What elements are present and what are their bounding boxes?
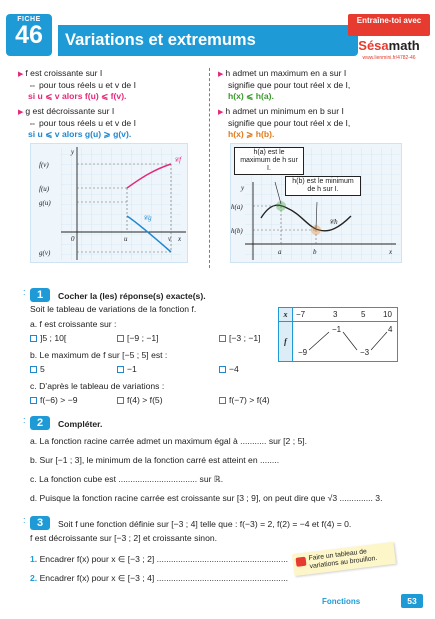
ex2-b[interactable]: b. Sur [−1 ; 3], le minimum de la fonction carré est atteint en ........	[30, 455, 280, 465]
thumb-up-icon	[296, 557, 307, 567]
fiche-number: 46	[15, 21, 43, 49]
vt-arrows	[293, 322, 399, 362]
ex1-qa: a. f est croissante sur :	[30, 319, 117, 329]
vt-f-label: f	[279, 322, 293, 362]
ex1-number: 1	[30, 288, 50, 302]
ex1-qa-opt1[interactable]: ]5 ; 10[	[30, 333, 66, 343]
label-gv: g(v)	[39, 249, 51, 257]
label-y: y	[71, 148, 75, 156]
ex3-q1[interactable]: 1. Encadrer f(x) pour x ∈ [−3 ; 2] .......................................................	[30, 554, 288, 564]
column-divider	[209, 68, 210, 268]
ex3-q2[interactable]: 2. Encadrer f(x) pour x ∈ [−3 ; 4] .......................................................	[30, 573, 288, 583]
sesamath-button[interactable]: Entraîne-toi avec	[348, 14, 430, 36]
hint-text: Faire un tableau de variations au brouillon.	[308, 548, 378, 571]
def-croissante-l2: ⇔ pour tous réels u et v de I	[28, 80, 136, 91]
ex1-qb-opt3[interactable]: −4	[219, 364, 239, 374]
checkbox[interactable]	[117, 335, 124, 342]
variation-table	[278, 307, 398, 362]
graph-monotonic-svg	[31, 144, 189, 264]
sesamath-link[interactable]: www.lienmini.fr/4782-46	[362, 55, 416, 61]
ex1-intro: Soit le tableau de variations de la fonction f.	[30, 304, 197, 314]
label-gu: g(u)	[39, 199, 51, 207]
ex1-qc-opt3[interactable]: f(−7) > f(4)	[219, 395, 270, 405]
def-croissante-l3: si u ⩽ v alors f(u) ⩽ f(v).	[28, 91, 127, 102]
fiche-label: FICHE	[17, 16, 41, 23]
ex3-number: 3	[30, 516, 50, 530]
ex1-qc-opt1[interactable]: f(−6) > −9	[30, 395, 78, 405]
label-xh: x	[389, 248, 393, 256]
label-yh: y	[241, 184, 245, 192]
checkbox[interactable]	[117, 397, 124, 404]
ex2-a[interactable]: a. La fonction racine carrée admet un maximum égal à ........... sur [2 ; 5].	[30, 436, 308, 446]
vt-x-row	[293, 308, 398, 322]
checkbox[interactable]	[219, 366, 226, 373]
label-a: a	[278, 248, 282, 256]
ex2-title: Compléter.	[58, 419, 103, 429]
page-title: Variations et extremums	[65, 31, 256, 49]
label-cf: 𝒞f	[174, 156, 182, 164]
label-origin: 0	[71, 235, 75, 243]
vt-f-0: −9	[298, 348, 308, 357]
vt-f-1: −1	[332, 325, 342, 334]
graph-monotonic	[30, 143, 188, 263]
def-maximum-l3: h(x) ⩽ h(a).	[228, 91, 274, 102]
def-maximum-l2: signifie que pour tout réel x de I,	[228, 80, 351, 91]
ex2-c[interactable]: c. La fonction cube est ................................. sur ℝ.	[30, 474, 224, 484]
ex1-qa-opt2[interactable]: [−9 ; −1]	[117, 333, 159, 343]
title-bar	[58, 25, 358, 56]
ex1-qc-opt2[interactable]: f(4) > f(5)	[117, 395, 163, 405]
page-number: 53	[401, 594, 423, 608]
checkbox[interactable]	[30, 335, 37, 342]
vt-x-2: 5	[361, 310, 366, 319]
ex1-qb: b. Le maximum de f sur [−5 ; 5] est :	[30, 350, 168, 360]
ex2-number: 2	[30, 416, 50, 430]
sesamath-logo-a: Sésa	[358, 38, 389, 53]
checkbox[interactable]	[219, 335, 226, 342]
vt-x-1: 3	[333, 310, 338, 319]
def-minimum-l2: signifie que pour tout réel x de I,	[228, 117, 351, 128]
ex2-dots-icon: :	[23, 415, 26, 425]
sesamath-logo	[350, 38, 428, 53]
def-decroissante-l2: ⇔ pour tous réels u et v de I	[28, 117, 136, 128]
checkbox[interactable]	[117, 366, 124, 373]
label-cg: 𝒞g	[143, 214, 152, 222]
def-minimum: h admet un minimum en b sur I	[225, 105, 344, 116]
checkbox[interactable]	[219, 397, 226, 404]
max-point	[276, 201, 286, 211]
def-decroissante-l3: si u ⩽ v alors g(u) ⩾ g(v).	[28, 129, 132, 140]
vt-x-3: 10	[383, 310, 392, 319]
ex1-qb-opt1[interactable]: 5	[30, 364, 45, 374]
hint-note	[292, 542, 396, 576]
vt-f-2: −3	[360, 348, 370, 357]
footer-section: Fonctions	[322, 597, 361, 606]
callout-minimum: h(b) est le minimum de h sur I.	[285, 176, 361, 196]
definition-monotonic: ▶ f est croissante sur I ⇔ pour tous réels u et v de I si u ⩽ v alors f(u) ⩽ f(v). ▶ g est décroissante sur I ⇔ pour tous réels u et v de I si u ⩽ v alors g(u) ⩾ g(v).	[18, 68, 203, 140]
label-v: v	[168, 235, 172, 243]
ex3-line1: Soit f une fonction définie sur [−3 ; 4] telle que : f(−3) = 2, f(2) = −4 et f(4) = 0.	[58, 519, 352, 529]
label-fv: f(v)	[39, 161, 49, 169]
label-hb: h(b)	[231, 227, 243, 235]
def-maximum: h admet un maximum en a sur I	[225, 68, 347, 78]
ex1-qc: c. D’après le tableau de variations :	[30, 381, 165, 391]
label-x: x	[178, 235, 182, 243]
ex1-dots-icon: :	[23, 287, 26, 297]
def-croissante: f est croissante sur I	[25, 68, 103, 78]
definition-extremum: ▶ h admet un maximum en a sur I signifie que pour tout réel x de I, h(x) ⩽ h(a). ▶ h admet un minimum en b sur I signifie que pour tout réel x de I, h(x) ⩾ h(b).	[218, 68, 423, 140]
label-b: b	[313, 248, 317, 256]
ex3-dots-icon: :	[23, 515, 26, 525]
def-decroissante: g est décroissante sur I	[25, 105, 115, 116]
label-ch: 𝒞h	[329, 218, 338, 226]
def-minimum-l3: h(x) ⩾ h(b).	[228, 129, 275, 140]
fiche-badge	[6, 14, 52, 56]
vt-f-row	[293, 322, 398, 362]
ex3-line2: f est décroissante sur [−3 ; 2] et croissante sinon.	[30, 533, 218, 543]
checkbox[interactable]	[30, 366, 37, 373]
sesamath-logo-b: math	[388, 38, 420, 53]
ex1-qa-opt3[interactable]: [−3 ; −1]	[219, 333, 261, 343]
vt-f-3: 4	[388, 325, 393, 334]
ex1-title: Cocher la (les) réponse(s) exacte(s).	[58, 291, 206, 301]
ex1-qb-opt2[interactable]: −1	[117, 364, 137, 374]
vt-x-0: −7	[296, 310, 306, 319]
label-fu: f(u)	[39, 185, 50, 193]
vt-x-label: x	[279, 308, 293, 322]
callout-maximum: h(a) est le maximum de h sur I.	[234, 147, 304, 175]
checkbox[interactable]	[30, 397, 37, 404]
label-u: u	[124, 235, 128, 243]
label-ha: h(a)	[231, 203, 243, 211]
ex2-d[interactable]: d. Puisque la fonction racine carrée est croissante sur [3 ; 9], on peut dire que √3 .............. 3.	[30, 493, 383, 503]
